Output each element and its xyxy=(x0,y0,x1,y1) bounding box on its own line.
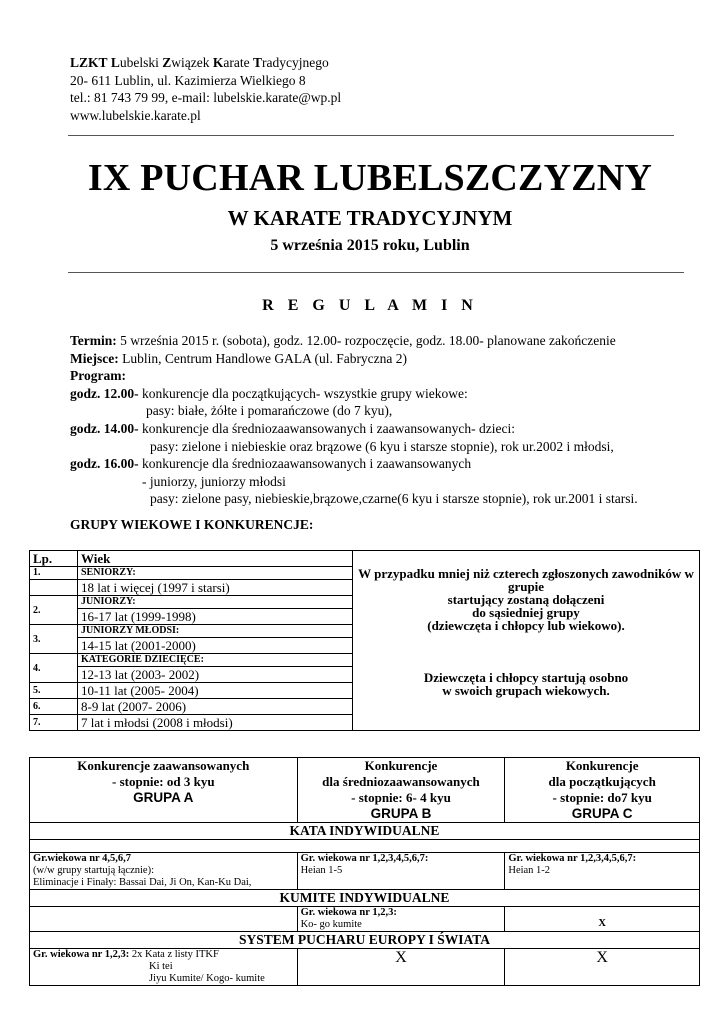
category-label: JUNIORZY MŁODSI: xyxy=(78,625,353,638)
table-row: 2. JUNIORZY: xyxy=(30,596,700,609)
category-label: SENIORZY: xyxy=(78,567,353,580)
age-range: 7 lat i młodsi (2008 i młodsi) xyxy=(78,715,353,731)
regulamin-heading: R E G U L A M I N xyxy=(262,297,478,314)
organization-header xyxy=(70,54,341,124)
age-range: 10-11 lat (2005- 2004) xyxy=(78,683,353,699)
kumite-section-title: KUMITE INDYWIDUALNE xyxy=(30,890,700,907)
age-range: 16-17 lat (1999-1998) xyxy=(78,609,353,625)
document-subtitle: W KARATE TRADYCYJNYM xyxy=(227,206,513,230)
header-divider xyxy=(68,135,674,136)
event-info xyxy=(70,332,638,508)
title-divider xyxy=(68,272,684,273)
program-belts: pasy: zielone i niebieskie oraz brązowe (6 kyu i starsze stopnie), rok ur.2002 i młodsi, xyxy=(150,438,614,454)
org-acronym: LZKT xyxy=(70,55,108,70)
kata-section-title: KATA INDYWIDUALNE xyxy=(30,823,700,840)
age-notes: W przypadku mniej niż czterech zgłoszonych zawodników w grupie startujący zostaną dołączeni do sąsiedniej grupy (dziewczęta i chłopcy lub wiekowo). Dziewczęta i chłopcy startują osobno w swoich grupach wiekowych. xyxy=(353,551,700,731)
kata-group-a: Gr.wiekowa nr 4,5,6,7 (w/w grupy startują łącznie): Eliminacje i Finały: Bassai Dai, Ji On, Kan-Ku Dai, xyxy=(30,853,298,890)
group-c-label: GRUPA C xyxy=(571,806,633,821)
section-row xyxy=(30,890,700,907)
age-range: 8-9 lat (2007- 2006) xyxy=(78,699,353,715)
program-slot: godz. 14.00- konkurencje dla średniozaawansowanych i zaawansowanych- dzieci: xyxy=(70,420,515,436)
groups-heading: GRUPY WIEKOWE I KONKURENCJE: xyxy=(70,517,314,532)
kata-group-c: Gr. wiekowa nr 1,2,3,4,5,6,7: Heian 1-2 xyxy=(505,853,700,890)
section-row xyxy=(30,823,700,840)
miejsce-line: Miejsce: Lublin, Centrum Handlowe GALA (ul. Fabryczna 2) xyxy=(70,350,408,366)
org-name: LZKT Lubelski Związek Karate Tradycyjnego xyxy=(70,55,329,70)
col-wiek: Wiek xyxy=(78,551,353,567)
table-row: 1. SENIORZY: xyxy=(30,567,700,580)
event-date-place: 5 września 2015 roku, Lublin xyxy=(270,237,470,254)
org-address: 20- 611 Lublin, ul. Kazimierza Wielkiego 8 xyxy=(70,72,306,88)
puchar-section-title: SYSTEM PUCHARU EUROPY I ŚWIATA xyxy=(30,932,700,949)
category-label: JUNIORZY: xyxy=(78,596,353,609)
kata-group-b: Gr. wiekowa nr 1,2,3,4,5,6,7: Heian 1-5 xyxy=(297,853,505,890)
age-range: 18 lat i więcej (1997 i starsi) xyxy=(78,580,353,596)
puchar-group-a: Gr. wiekowa nr 1,2,3: 2x Kata z listy ITKF Ki tei Jiyu Kumite/ Kogo- kumite xyxy=(30,949,298,986)
puchar-group-b: X xyxy=(297,949,505,986)
program-belts: pasy: zielone pasy, niebieskie,brązowe,czarne(6 kyu i starsze stopnie), rok ur.2001 i starsi. xyxy=(150,491,638,507)
group-a-header: Konkurencje zaawansowanych - stopnie: od 3 kyu GRUPA A xyxy=(30,758,298,823)
col-lp: Lp. xyxy=(30,551,78,567)
group-c-header: Konkurencje dla początkujących - stopnie: do7 kyu GRUPA C xyxy=(505,758,700,823)
org-contact: tel.: 81 743 79 99, e-mail: lubelskie.karate@wp.pl xyxy=(70,90,342,105)
section-row xyxy=(30,932,700,949)
age-range: 12-13 lat (2003- 2002) xyxy=(78,667,353,683)
table-header-row xyxy=(30,551,700,567)
category-label: KATEGORIE DZIECIĘCE: xyxy=(78,654,353,667)
table-row: 3. JUNIORZY MŁODSI: xyxy=(30,625,700,638)
kata-row xyxy=(30,853,700,890)
table-row: 7. 7 lat i młodsi (2008 i młodsi) xyxy=(30,715,700,731)
puchar-group-c: X xyxy=(505,949,700,986)
kumite-group-b: Gr. wiekowa nr 1,2,3: Ko- go kumite xyxy=(297,907,505,932)
group-b-label: GRUPA B xyxy=(370,806,432,821)
group-b-header: Konkurencje dla średniozaawansowanych - stopnie: 6- 4 kyu GRUPA B xyxy=(297,758,505,823)
org-website: www.lubelskie.karate.pl xyxy=(70,107,201,123)
program-slot: godz. 12.00- konkurencje dla początkujących- wszystkie grupy wiekowe: xyxy=(70,385,468,401)
competitions-table xyxy=(29,757,700,986)
age-range: 14-15 lat (2001-2000) xyxy=(78,638,353,654)
group-header-row xyxy=(30,758,700,823)
group-a-label: GRUPA A xyxy=(133,790,194,805)
table-row: 6. 8-9 lat (2007- 2006) xyxy=(30,699,700,715)
kumite-row xyxy=(30,907,700,932)
program-belts: pasy: białe, żółte i pomarańczowe (do 7 kyu), xyxy=(146,403,393,419)
program-label: Program: xyxy=(70,368,126,384)
spacer-row xyxy=(30,840,700,853)
document-title: IX PUCHAR LUBELSZCZYZNY xyxy=(87,157,653,199)
kumite-group-c: X xyxy=(505,907,700,932)
kumite-group-a xyxy=(30,907,298,932)
puchar-row xyxy=(30,949,700,986)
termin-line: Termin: 5 września 2015 r. (sobota), godz. 12.00- rozpoczęcie, godz. 18.00- planowane zakończenie xyxy=(70,333,616,348)
table-row: 4. KATEGORIE DZIECIĘCE: xyxy=(30,654,700,667)
program-slot: godz. 16.00- konkurencje dla średniozaawansowanych i zaawansowanych xyxy=(70,456,472,472)
table-row: 5. 10-11 lat (2005- 2004) xyxy=(30,683,700,699)
age-groups-table xyxy=(29,550,700,731)
program-extra: - juniorzy, juniorzy młodsi xyxy=(142,473,286,489)
